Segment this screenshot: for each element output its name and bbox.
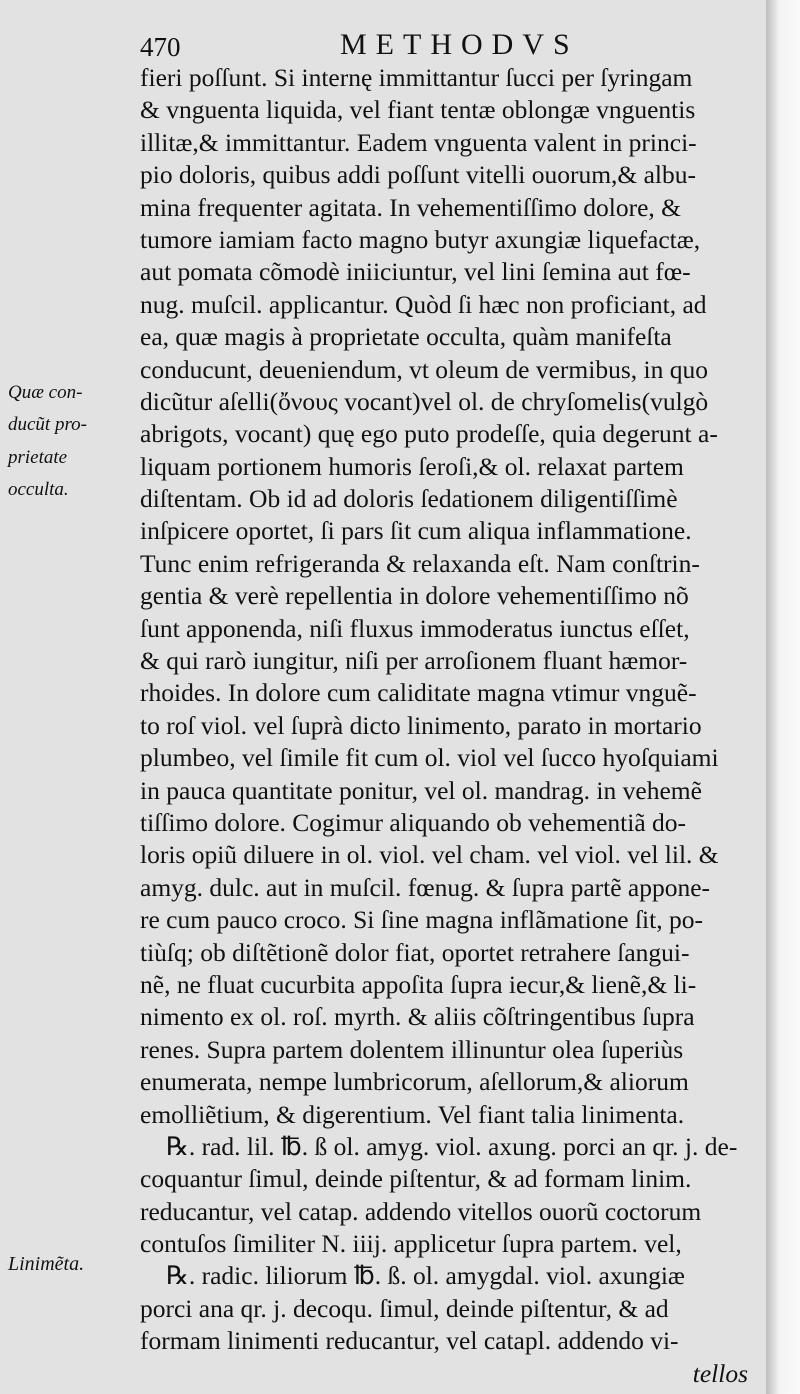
text-line: & vnguenta liquida, vel fiant tentæ oblongæ vnguentis [140,95,696,125]
margin-note-proprietate [8,377,87,507]
text-line: fieri poſſunt. Si internę immittantur ſucci per ſyringam [140,63,693,92]
text-line: plumbeo, vel ſimile fit cum ol. viol vel ſucco hyoſquiami [140,743,719,773]
text-line: to roſ viol. vel ſuprà dicto linimento, parato in mortario [140,710,702,740]
text-line: enumerata, nempe lumbricorum, aſellorum,& aliorum [140,1067,689,1097]
text-line: diſtentam. Ob id ad doloris ſedationem diligentiſſimè [140,484,678,514]
text-line: coquantur ſimul, deinde piſtentur, & ad formam linim. [140,1164,692,1194]
text-line: tiùſq; ob diſtẽtionẽ dolor fiat, oportet retrahere ſangui- [140,937,690,967]
text-line: ea, quæ magis à proprietate occulta, quàm manifeſta [140,322,672,352]
margin-note-linimenta: Linimẽta. [8,1253,85,1275]
margin-note-line: occulta. [8,479,69,501]
margin-note-line: ducũt pro- [8,414,87,436]
text-line: loris opiũ diluere in ol. viol. vel cham. vel viol. vel lil. & [140,840,719,870]
margin-note-line: Quæ con- [8,382,83,403]
text-line: renes. Supra partem dolentem illinuntur olea ſuperiùs [140,1034,684,1064]
page-gutter [766,0,800,1394]
text-line: Tunc enim refrigeranda & relaxanda eſt. Nam conſtrin- [140,548,700,578]
running-head: METHODVS [340,28,579,61]
text-line: contuſos ſimiliter N. iiij. applicetur ſupra partem. vel, [140,1229,682,1259]
text-line: conducunt, deueniendum, vt oleum de vermibus, in quo [140,354,708,384]
text-line: & qui rarò iungitur, niſi per arroſionem fluant hæmor- [140,646,688,676]
text-line: nug. muſcil. applicantur. Quòd ſi hæc non proficiant, ad [140,289,707,319]
text-line: emolliẽtium, & digerentium. Vel fiant talia linimenta. [140,1099,685,1129]
catchword: tellos [692,1358,748,1388]
text-line: illitæ,& immittantur. Eadem vnguenta valent in princi- [140,127,697,157]
body-text [140,62,760,1390]
text-line: tiſſimo dolore. Cogimur aliquando ob vehementiã do- [140,807,687,837]
recipe-line: ℞. rad. lil. ℔. ß ol. amyg. viol. axung. porci an qr. j. de- [166,1131,738,1161]
text-line: dicũtur aſelli(ὄνους vocant)vel ol. de chryſomelis(vulgò [140,386,709,416]
text-line: gentia & verè repellentia in dolore vehementiſſimo nõ [140,581,689,611]
page-number: 470 [140,32,181,62]
margin-note-line: prietate [8,446,68,468]
text-line: in pauca quantitate ponitur, vel ol. mandrag. in vehemẽ [140,775,702,805]
text-line: reducantur, vel catap. addendo vitellos ouorũ coctorum [140,1196,702,1226]
text-line: porci ana qr. j. decoqu. ſimul, deinde piſtentur, & ad [140,1293,669,1323]
text-line: nẽ, ne fluat cucurbita appoſita ſupra iecur,& lienẽ,& li- [140,969,697,999]
page-header [0,14,770,62]
text-line: mina frequenter agitata. In vehementiſſimo dolore, & [140,192,681,222]
text-line: inſpicere oportet, ſi pars ſit cum aliqua inflammatione. [140,516,692,546]
text-line: pio doloris, quibus addi poſſunt vitelli ouorum,& albu- [140,160,697,190]
text-line: aut pomata cõmodè iniiciuntur, vel lini ſemina aut fœ- [140,257,691,287]
text-line: formam linimenti reducantur, vel catapl. addendo vi- [140,1326,679,1356]
recipe-line: ℞. radic. liliorum ℔. ß. ol. amygdal. viol. axungiæ [166,1261,685,1291]
text-line: liquam portionem humoris ſeroſi,& ol. relaxat partem [140,451,684,481]
text-line: re cum pauco croco. Si ſine magna inflãmatione ſit, po- [140,905,703,935]
text-line: amyg. dulc. aut in muſcil. fœnug. & ſupra partẽ appone- [140,872,711,902]
text-line: tumore iamiam facto magno butyr axungiæ liquefactæ, [140,224,701,254]
text-line: abrigots, vocant) quę ego puto prodeſſe, quia degerunt a- [140,419,718,449]
text-line: ſunt apponenda, niſi fluxus immoderatus iunctus eſſet, [140,613,690,643]
text-line: rhoides. In dolore cum caliditate magna vtimur vnguẽ- [140,678,697,708]
text-line: nimento ex ol. roſ. myrth. & aliis cõſtringentibus ſupra [140,1002,695,1032]
